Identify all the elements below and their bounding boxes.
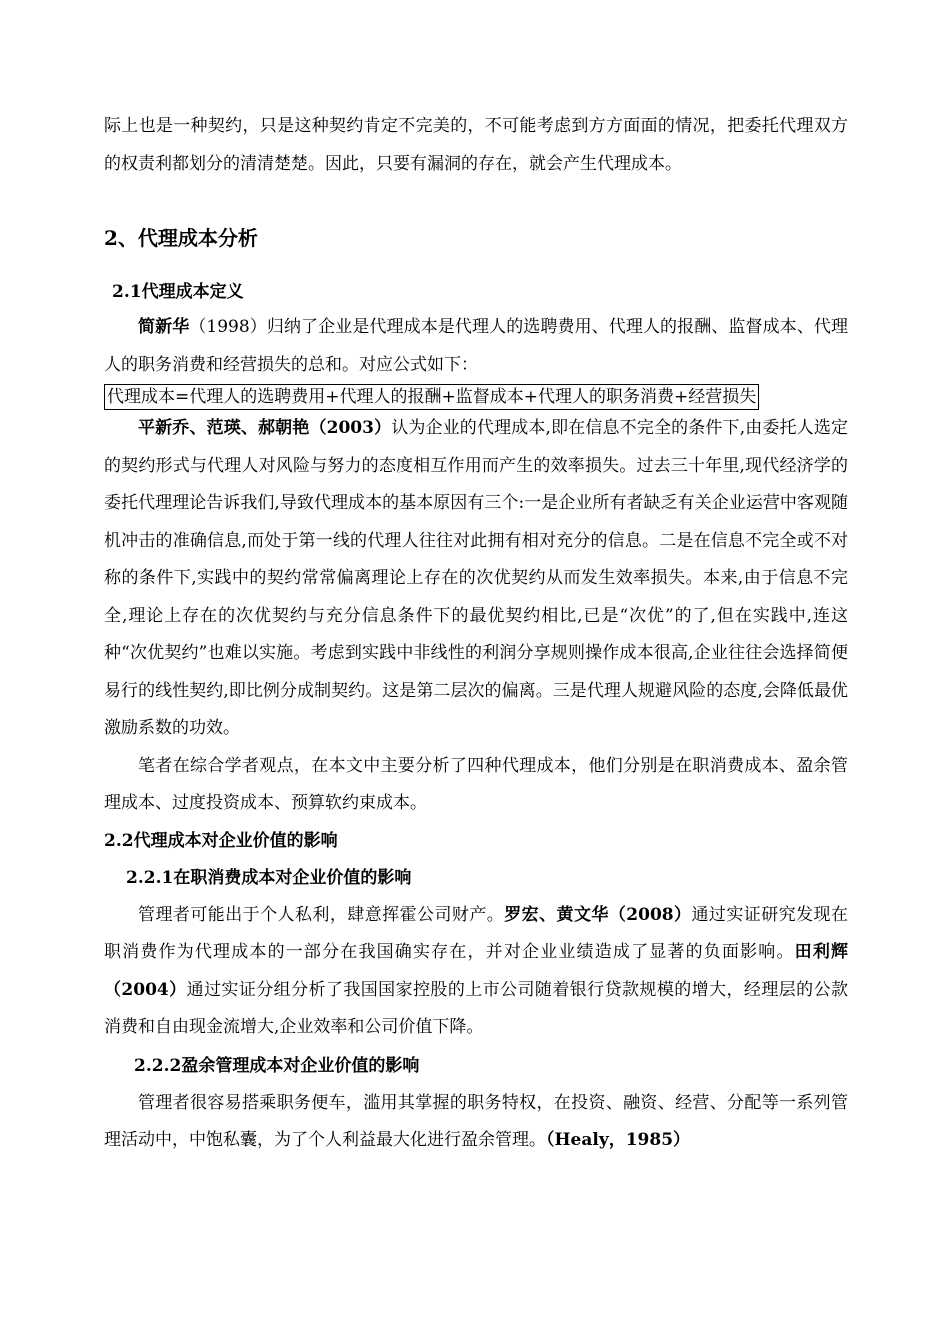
section-heading-2: 2、代理成本分析 (104, 226, 258, 250)
paragraph-theory (104, 410, 848, 748)
author-citation: 平新乔、范瑛、郝朝艳（2003） (138, 418, 392, 438)
subsection-heading-2-2: 2.2代理成本对企业价值的影响 (104, 830, 338, 851)
subsubsection-heading-2-2-2: 2.2.2盈余管理成本对企业价值的影响 (134, 1055, 420, 1076)
paragraph-text: 管理者很容易搭乘职务便车，滥用其掌握的职务特权，在投资、融资、经营、分配等一系列管理活动中，中饱私囊，为了个人利益最大化进行盈余管理。 (104, 1092, 848, 1150)
paragraph-summary: 笔者在综合学者观点，在本文中主要分析了四种代理成本，他们分别是在职消费成本、盈余管理成本、过度投资成本、预算软约束成本。 (104, 755, 848, 813)
subsection-heading-2-1: 2.1代理成本定义 (112, 282, 244, 302)
paragraph-perk-consumption (104, 897, 848, 1047)
intro-paragraph: 际上也是一种契约，只是这种契约肯定不完美的，不可能考虑到方方面面的情况，把委托代理双方的权责利都划分的清清楚楚。因此，只要有漏洞的存在，就会产生代理成本。 (104, 116, 848, 174)
formula-box: 代理成本=代理人的选聘费用+代理人的报酬+监督成本+代理人的职务消费+经营损失 (104, 384, 759, 410)
author-citation: 田利辉（2004） (104, 942, 849, 1000)
author-citation: 简新华 (138, 317, 190, 337)
paragraph-text: （1998）归纳了企业是代理成本是代理人的选聘费用、代理人的报酬、监督成本、代理人的职务消费和经营损失的总和。对应公式如下： (104, 317, 849, 375)
paragraph-text: 管理者可能出于个人私利，肆意挥霍公司财产。 (138, 904, 505, 925)
author-citation: 罗宏、黄文华（2008） (504, 904, 692, 925)
paragraph-text: 通过实证分组分析了我国国家控股的上市公司随着银行贷款规模的增大，经理层的公款消费和自由现金流增大,企业效率和公司价值下降。 (104, 979, 848, 1037)
citation: （Healy，1985） (546, 1130, 691, 1150)
paragraph-definition (104, 309, 848, 384)
paragraph-text: 认为企业的代理成本,即在信息不完全的条件下,由委托人选定的契约形式与代理人对风险与努力的态度相互作用而产生的效率损失。过去三十年里,现代经济学的委托代理理论告诉我们,导致代理成本的基本原因有三个:一是企业所有者缺乏有关企业运营中客观随机冲击的准确信息,而处于第一线的代理人往往对此拥有相对充分的信息。二是在信息不完全或不对称的条件下,实践中的契约常常偏离理论上存在的次优契约从而发生效率损失。本来,由于信息不完全,理论上存在的次优契约与充分信息条件下的最优契约相比,已是“次优”的了,但在实践中,连这种“次优契约”也难以实施。考虑到实践中非线性的利润分享规则操作成本很高,企业往往会选择简便易行的线性契约,即比例分成制契约。这是第二层次的偏离。三是代理人规避风险的态度,会降低最优激励系数的功效。 (104, 418, 848, 738)
paragraph-earnings-management (104, 1085, 848, 1160)
paragraph-text: 通过实证研究发现在职消费作为代理成本的一部分在我国确实存在，并对企业业绩造成了显著的负面影响。 (104, 904, 848, 962)
subsubsection-heading-2-2-1: 2.2.1在职消费成本对企业价值的影响 (126, 867, 412, 888)
